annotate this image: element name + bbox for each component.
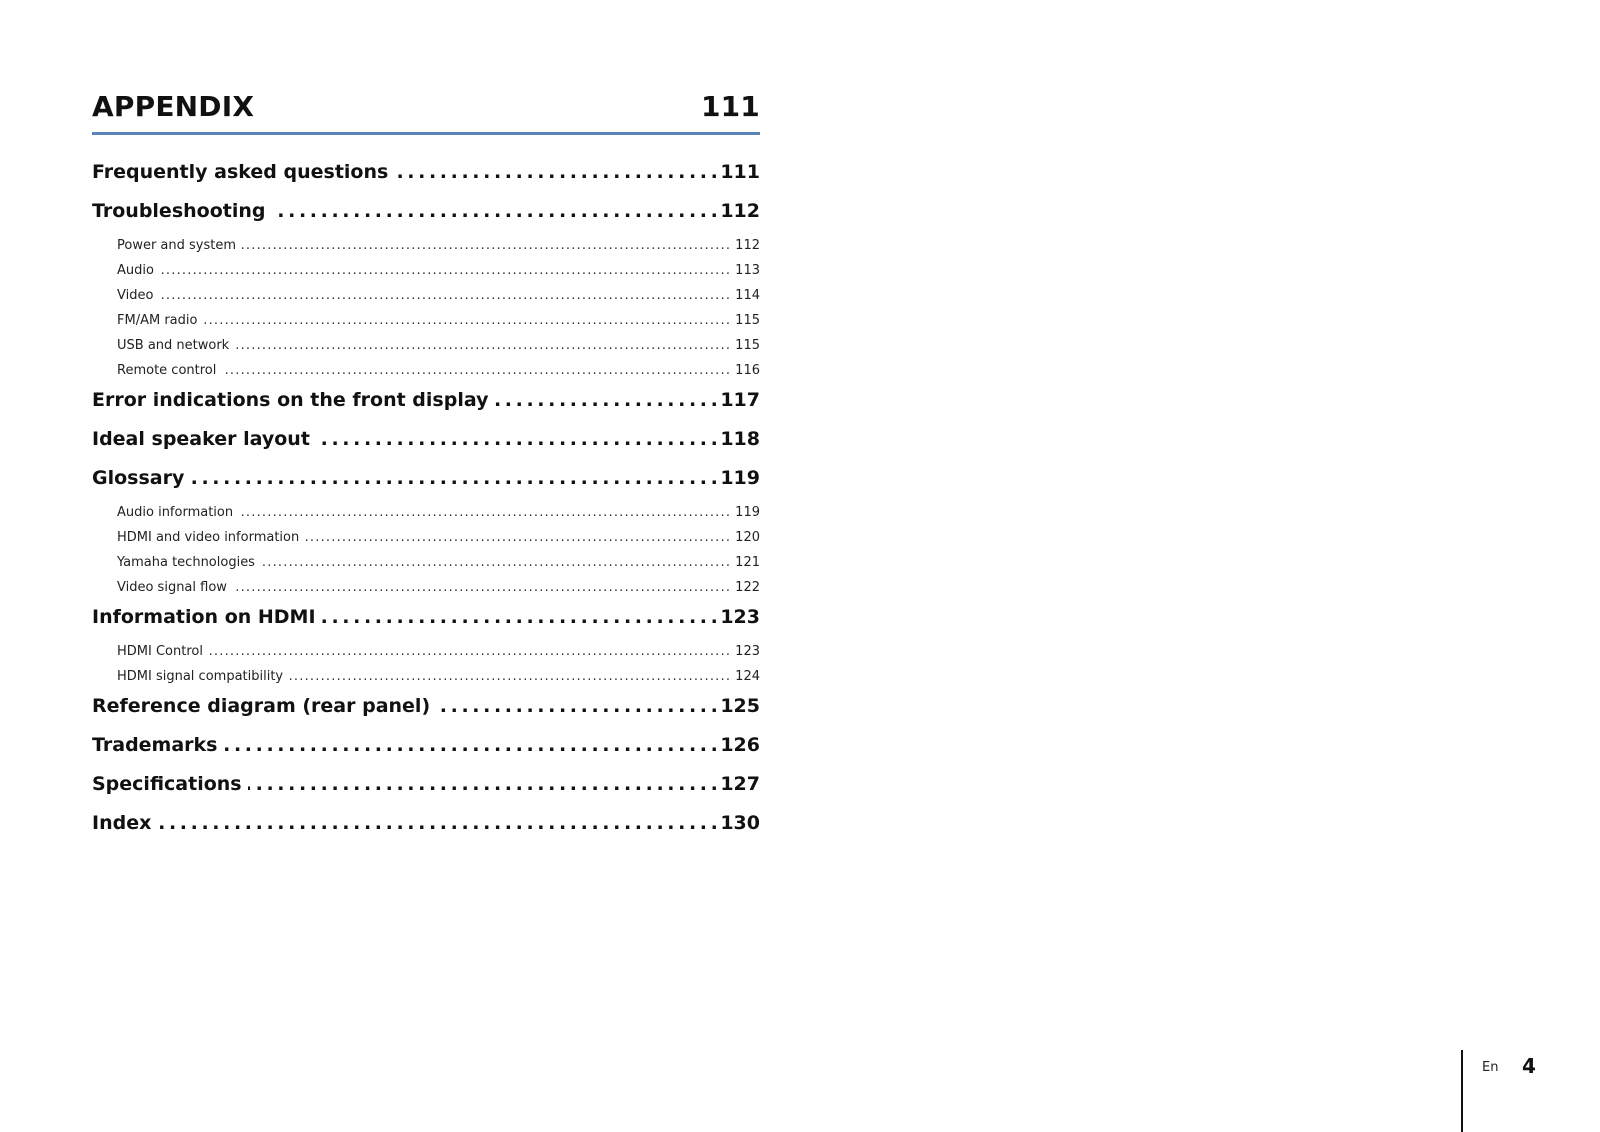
- toc-entry-label: HDMI Control: [117, 644, 203, 659]
- toc-entry-troubleshooting[interactable]: [92, 194, 760, 233]
- toc-entry-page: 119: [735, 505, 760, 520]
- toc-entry-label: Frequently asked questions: [92, 161, 389, 183]
- toc-entry-page: 123: [735, 644, 760, 659]
- toc-entry-page: 123: [720, 606, 760, 628]
- toc-entry-page: 117: [720, 389, 760, 411]
- toc-entry-page: 111: [720, 161, 760, 183]
- dot-leader: [203, 308, 731, 333]
- toc-entry-page: 130: [720, 812, 760, 834]
- toc-entry-usb-and-network[interactable]: [92, 333, 760, 358]
- toc-entry-page: 118: [720, 428, 760, 450]
- toc-entry-video-signal-flow[interactable]: [92, 575, 760, 600]
- toc-entry-label: Video signal flow: [117, 580, 227, 595]
- section-title: APPENDIX: [92, 89, 255, 123]
- toc-entry-audio-information[interactable]: [92, 500, 760, 525]
- toc-entry-label: Information on HDMI: [92, 606, 316, 628]
- toc-entry-label: Troubleshooting: [92, 200, 266, 222]
- toc-entry-page: 119: [720, 467, 760, 489]
- dot-leader: [305, 525, 731, 550]
- toc-entry-label: Glossary: [92, 467, 185, 489]
- toc-entry-page: 113: [735, 263, 760, 278]
- toc-entry-glossary[interactable]: [92, 461, 760, 500]
- toc-entry-trademarks[interactable]: [92, 728, 760, 767]
- dot-leader: [209, 639, 731, 664]
- toc-entry-page: 125: [720, 695, 760, 717]
- section-page-number: 111: [700, 89, 760, 123]
- toc-entry-hdmi-signal-compatibility[interactable]: [92, 664, 760, 689]
- table-of-contents: [92, 155, 760, 845]
- toc-entry-label: USB and network: [117, 338, 230, 353]
- toc-entry-fm-am-radio[interactable]: [92, 308, 760, 333]
- toc-entry-power-and-system[interactable]: [92, 233, 760, 258]
- toc-entry-index[interactable]: [92, 806, 760, 845]
- footer-language: En: [1482, 1060, 1499, 1075]
- toc-entry-label: HDMI and video information: [117, 530, 300, 545]
- dot-leader: [261, 550, 731, 575]
- dot-leader: [224, 728, 717, 767]
- toc-entry-page: 114: [735, 288, 760, 303]
- toc-entry-page: 116: [735, 363, 760, 378]
- toc-entry-page: 120: [735, 530, 760, 545]
- dot-leader: [394, 155, 716, 194]
- dot-leader: [242, 233, 731, 258]
- toc-entry-information-on-hdmi[interactable]: [92, 600, 760, 639]
- toc-entry-frequently-asked-questions[interactable]: [92, 155, 760, 194]
- dot-leader: [239, 500, 731, 525]
- toc-entry-video[interactable]: [92, 283, 760, 308]
- toc-entry-ideal-speaker-layout[interactable]: [92, 422, 760, 461]
- dot-leader: [316, 422, 716, 461]
- dot-leader: [272, 194, 717, 233]
- dot-leader: [157, 806, 716, 845]
- toc-entry-label: Reference diagram (rear panel): [92, 695, 431, 717]
- toc-entry-page: 112: [720, 200, 760, 222]
- toc-entry-page: 112: [735, 238, 760, 253]
- footer-page-number: 4: [1522, 1054, 1536, 1078]
- toc-entry-hdmi-and-video-information[interactable]: [92, 525, 760, 550]
- toc-entry-page: 126: [720, 734, 760, 756]
- dot-leader: [436, 689, 716, 728]
- toc-entry-label: HDMI signal compatibility: [117, 669, 284, 684]
- toc-entry-label: Error indications on the front display: [92, 389, 489, 411]
- footer-divider: [1461, 1050, 1463, 1132]
- toc-entry-label: FM/AM radio: [117, 313, 198, 328]
- toc-entry-label: Specifications: [92, 773, 242, 795]
- dot-leader: [190, 461, 716, 500]
- toc-entry-page: 115: [735, 313, 760, 328]
- dot-leader: [322, 600, 717, 639]
- toc-entry-page: 121: [735, 555, 760, 570]
- toc-entry-remote-control[interactable]: [92, 358, 760, 383]
- toc-entry-label: Index: [92, 812, 152, 834]
- toc-entry-label: Power and system: [117, 238, 237, 253]
- dot-leader: [289, 664, 731, 689]
- toc-entry-label: Remote control: [117, 363, 217, 378]
- toc-entry-label: Audio: [117, 263, 154, 278]
- toc-entry-page: 127: [720, 773, 760, 795]
- toc-entry-label: Yamaha technologies: [117, 555, 255, 570]
- toc-entry-label: Trademarks: [92, 734, 218, 756]
- toc-entry-yamaha-technologies[interactable]: [92, 550, 760, 575]
- toc-entry-page: 124: [735, 669, 760, 684]
- toc-entry-page: 122: [735, 580, 760, 595]
- toc-entry-page: 115: [735, 338, 760, 353]
- toc-entry-label: Audio information: [117, 505, 234, 520]
- dot-leader: [222, 358, 731, 383]
- dot-leader: [160, 258, 731, 283]
- dot-leader: [233, 575, 731, 600]
- section-header: [92, 80, 760, 135]
- toc-entry-hdmi-control[interactable]: [92, 639, 760, 664]
- dot-leader: [235, 333, 731, 358]
- toc-entry-label: Video: [117, 288, 154, 303]
- toc-entry-specifications[interactable]: [92, 767, 760, 806]
- dot-leader: [159, 283, 731, 308]
- dot-leader: [248, 767, 717, 806]
- toc-entry-audio[interactable]: [92, 258, 760, 283]
- toc-entry-reference-diagram[interactable]: [92, 689, 760, 728]
- toc-entry-label: Ideal speaker layout: [92, 428, 310, 450]
- toc-entry-error-indications[interactable]: [92, 383, 760, 422]
- dot-leader: [494, 383, 716, 422]
